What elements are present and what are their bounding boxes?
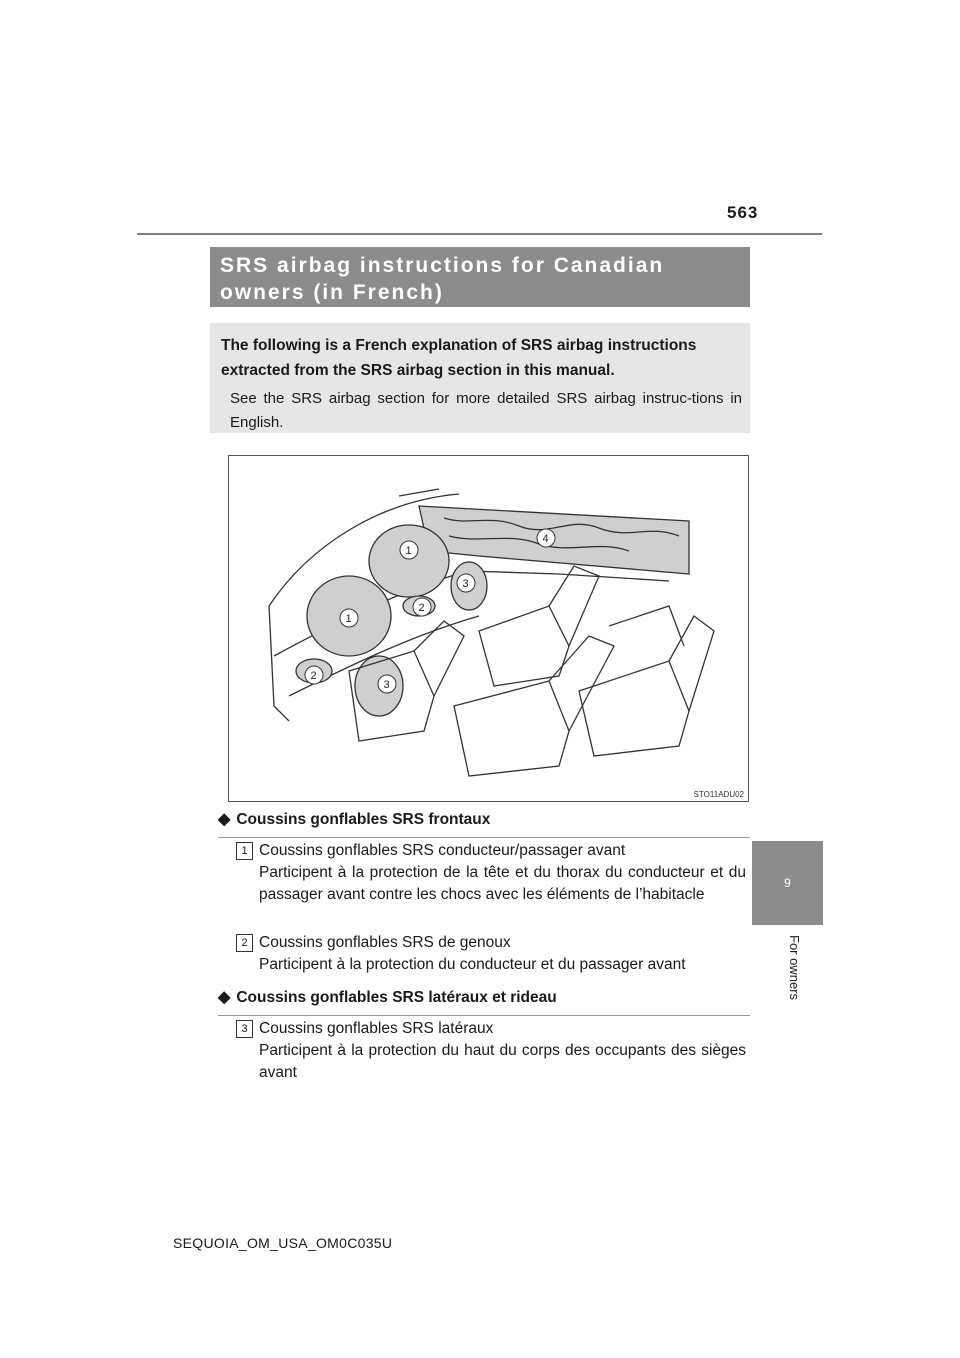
svg-text:2: 2 [310, 670, 317, 682]
callout-3a [457, 574, 475, 592]
chapter-tab: 9 [752, 841, 823, 925]
list-item [236, 1018, 746, 1084]
svg-text:3: 3 [462, 578, 469, 590]
vehicle-interior-drawing [229, 456, 748, 801]
item-description: Participent à la protection de la tête et du thorax du conducteur et du passager avant contre les chocs avec les éléments de l’habitacle [259, 864, 746, 903]
heading-frontal-airbags [218, 809, 750, 838]
callout-2b [305, 666, 323, 684]
item-title: Coussins gonflables SRS de genoux [259, 934, 511, 951]
number-badge: 1 [236, 842, 253, 860]
footer-document-code: SEQUOIA_OM_USA_OM0C035U [173, 1235, 393, 1251]
svg-text:3: 3 [383, 679, 390, 691]
heading-text: Coussins gonflables SRS frontaux [236, 811, 491, 828]
callout-1b [340, 609, 358, 627]
svg-text:1: 1 [405, 545, 412, 557]
number-badge: 3 [236, 1020, 253, 1038]
heading-side-curtain-airbags [218, 987, 750, 1016]
intro-text: See the SRS airbag section for more detailed SRS airbag instruc-tions in English. [230, 390, 742, 431]
passenger-airbag [369, 525, 449, 597]
driver-door [269, 606, 289, 721]
number-badge: 2 [236, 934, 253, 952]
svg-text:4: 4 [542, 533, 549, 545]
list-item [236, 932, 746, 976]
diamond-bullet-icon: ◆ [218, 811, 231, 828]
header-rule [137, 233, 822, 235]
svg-text:2: 2 [418, 602, 425, 614]
intro-bold-text: The following is a French explanation of SRS airbag instructions extracted from the SRS airbag section in this manual. [221, 337, 697, 379]
intro-box [210, 323, 750, 433]
item-description: Participent à la protection du conducteur et du passager avant [259, 956, 686, 973]
callout-3b [378, 675, 396, 693]
diamond-bullet-icon: ◆ [218, 989, 231, 1006]
callout-2a [413, 598, 431, 616]
rear-seat-left [454, 681, 569, 776]
chapter-label: For owners [787, 935, 802, 1001]
callout-4 [537, 529, 555, 547]
list-item [236, 840, 746, 906]
airbag-illustration [228, 455, 749, 802]
heading-text: Coussins gonflables SRS latéraux et rideau [236, 989, 557, 1006]
callout-1a [400, 541, 418, 559]
figure-code: STO11ADU02 [693, 790, 744, 799]
item-title: Coussins gonflables SRS conducteur/passager avant [259, 842, 626, 859]
section-title-line-2: owners (in French) [220, 281, 444, 304]
item-description: Participent à la protection du haut du corps des occupants des sièges avant [259, 1042, 746, 1081]
item-title: Coussins gonflables SRS latéraux [259, 1020, 494, 1037]
svg-text:1: 1 [345, 613, 352, 625]
section-title-line-1: SRS airbag instructions for Canadian [220, 254, 665, 277]
page-number: 563 [727, 203, 759, 222]
rear-seat-right [579, 661, 689, 756]
section-title [210, 247, 750, 307]
